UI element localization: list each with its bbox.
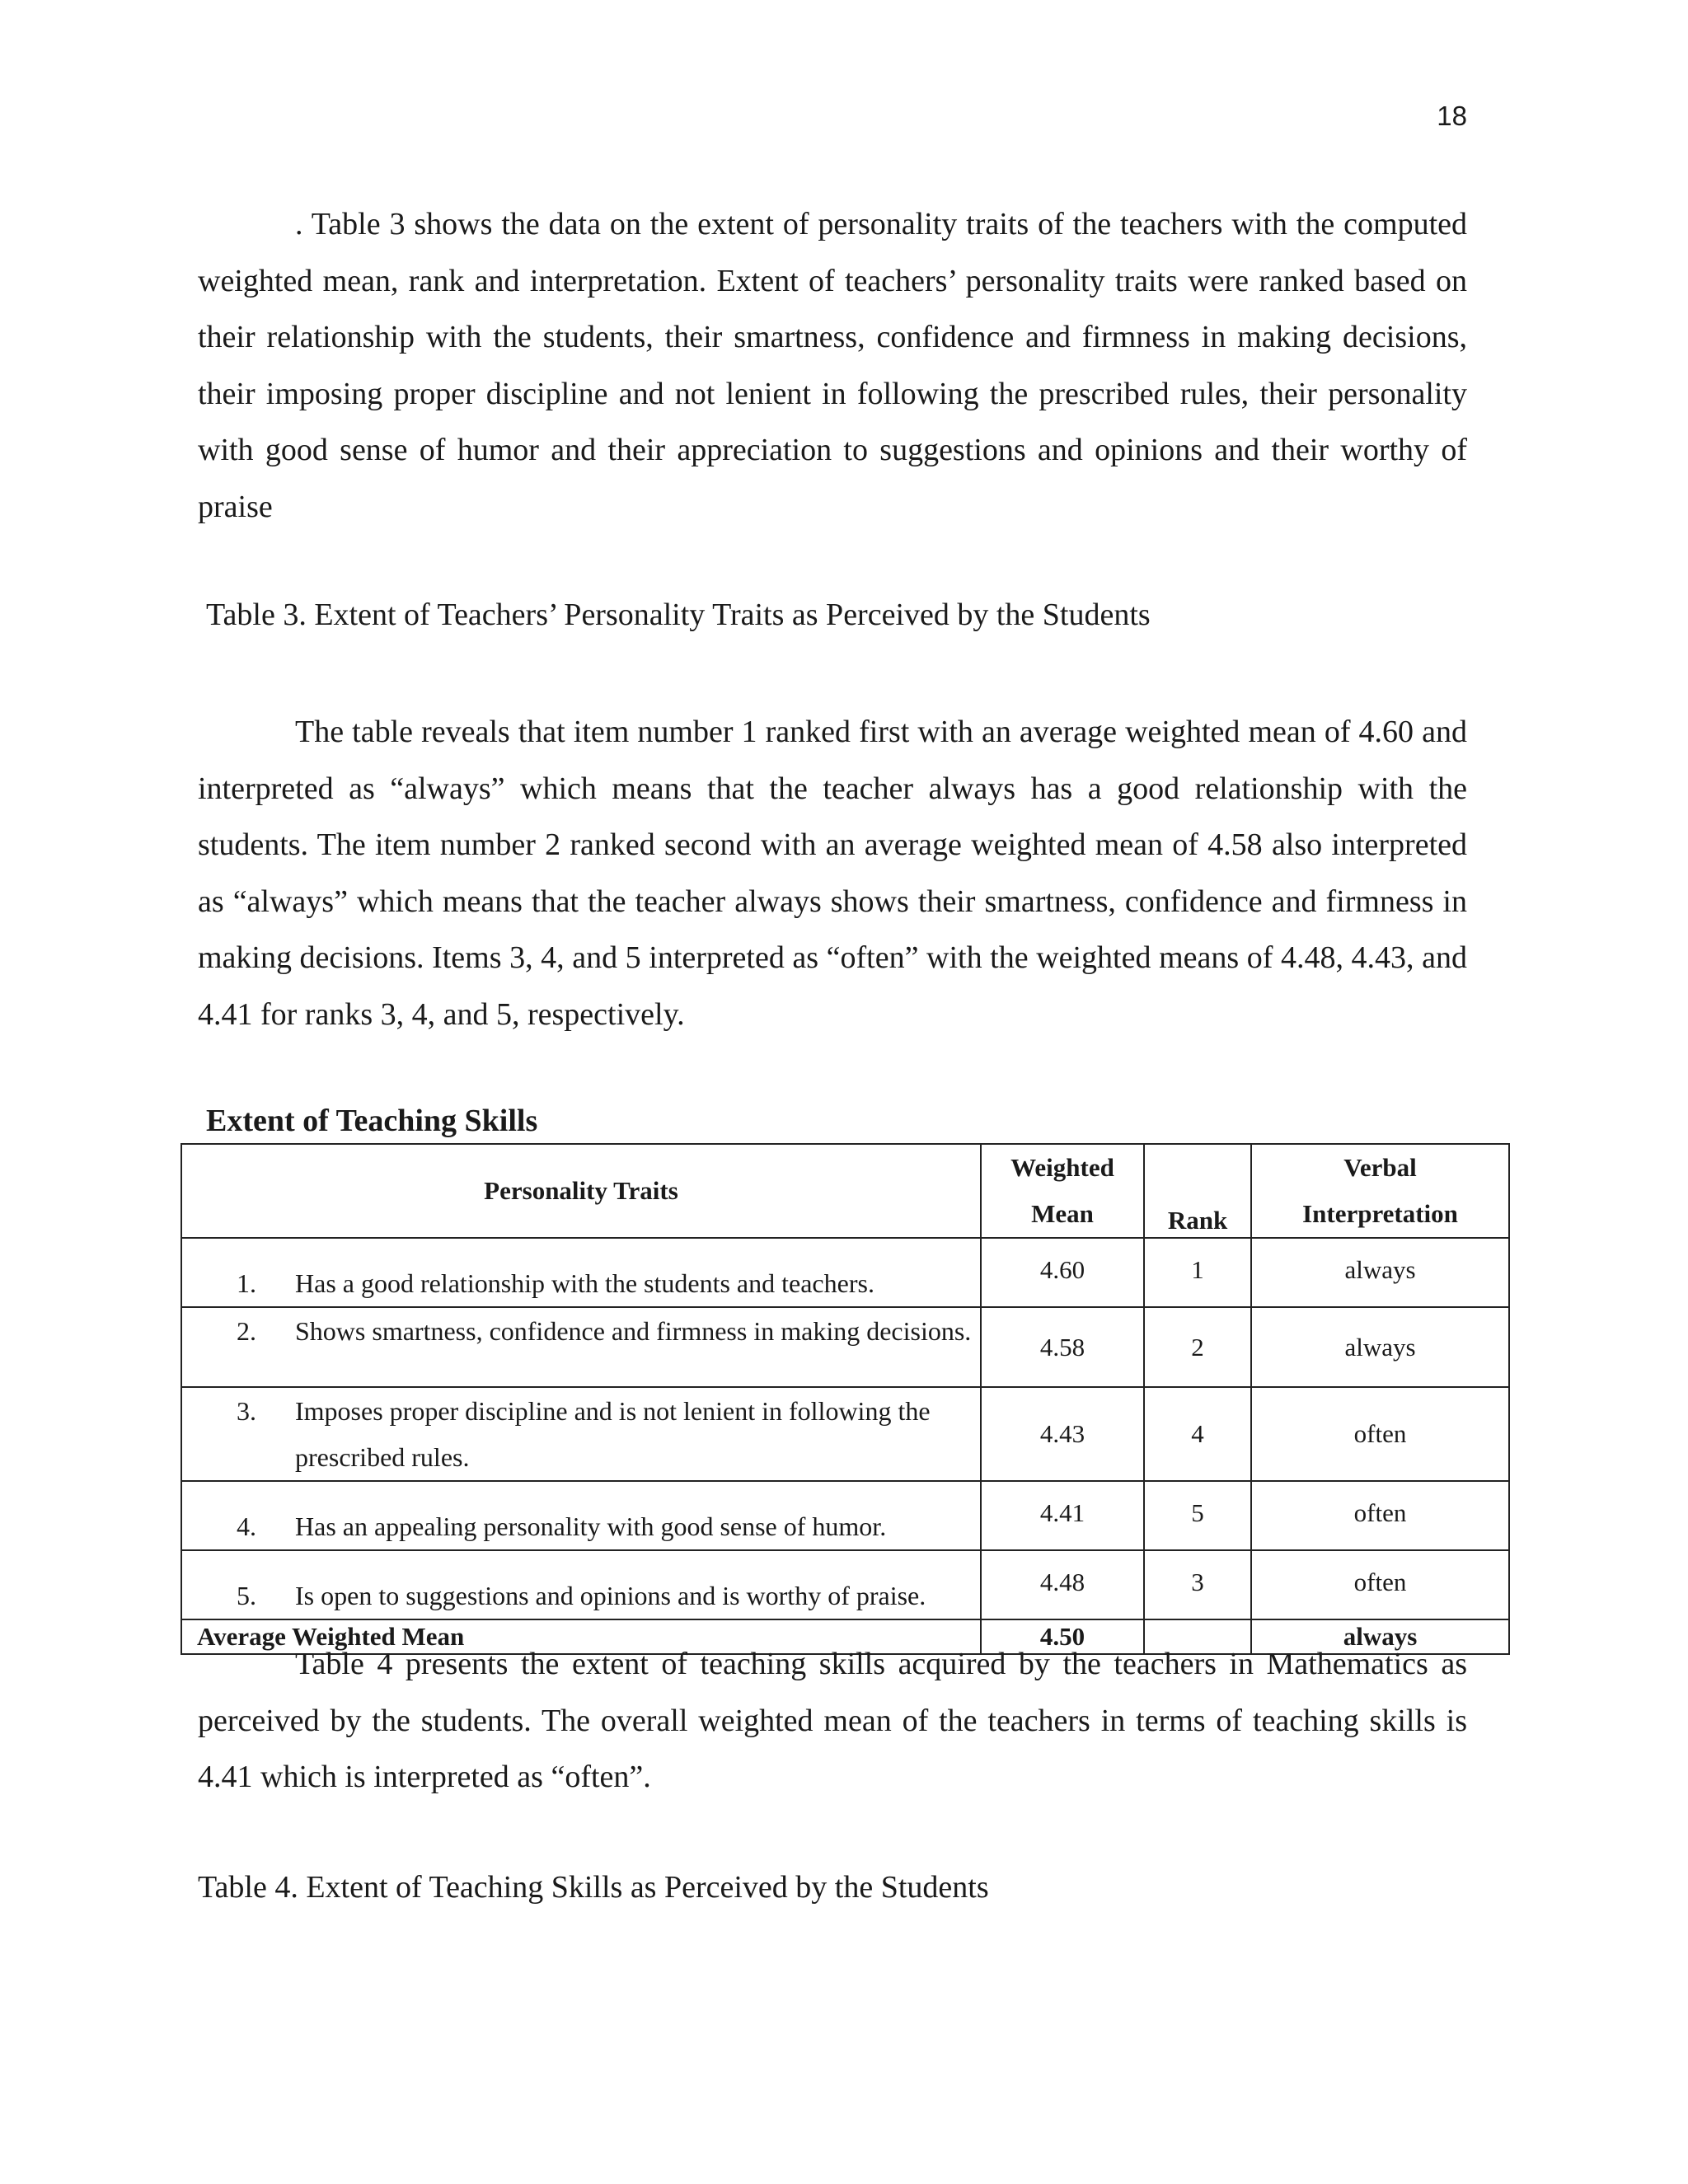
interpretation-cell: often: [1251, 1550, 1509, 1619]
interpretation-cell: always: [1251, 1238, 1509, 1307]
intro-paragraph-text: . Table 3 shows the data on the extent of personality traits of the teachers with the computed weighted mean, rank and interpretation. Extent of teachers’ personality traits were ranked based on their relationship with the students, their smartness, confidence and firmness in making decisions, their imposing proper discipline and not lenient in following the prescribed rules, their personality with good sense of humor and their appreciation to suggestions and opinions and their worthy of praise: [198, 207, 1467, 524]
rank-cell: 1: [1144, 1238, 1251, 1307]
personality-traits-table: [181, 1143, 1510, 1655]
trait-number: 1.: [237, 1268, 256, 1298]
interpretation-cell: often: [1251, 1387, 1509, 1481]
trait-number: 4.: [237, 1511, 256, 1541]
header-rank: Rank: [1144, 1144, 1251, 1238]
header-weighted-mean-line1: Weighted: [1010, 1153, 1114, 1182]
table4-caption: Table 4. Extent of Teaching Skills as Perceived by the Students: [198, 1870, 989, 1905]
table-row: [181, 1307, 1509, 1387]
average-interpretation-cell: always: [1251, 1619, 1509, 1654]
trait-text: Imposes proper discipline and is not lenient in following the prescribed rules.: [295, 1396, 931, 1472]
table-header-row: [181, 1144, 1509, 1238]
table-row: [181, 1238, 1509, 1307]
header-verbal-interpretation-line2: Interpretation: [1302, 1199, 1458, 1228]
header-verbal-interpretation-line1: Verbal: [1343, 1153, 1417, 1182]
trait-text: Has an appealing personality with good sense of humor.: [295, 1511, 887, 1541]
header-weighted-mean: [981, 1144, 1144, 1238]
section-heading: Extent of Teaching Skills: [206, 1104, 538, 1138]
average-label: Average Weighted Mean: [181, 1619, 981, 1654]
header-personality-traits: Personality Traits: [181, 1144, 981, 1238]
trait-cell: [181, 1238, 981, 1307]
rank-cell: 3: [1144, 1550, 1251, 1619]
intro-paragraph: [198, 196, 1467, 535]
weighted-mean-cell: 4.58: [981, 1307, 1144, 1387]
table-row: [181, 1387, 1509, 1481]
findings-paragraph: [198, 704, 1467, 1043]
trait-text: Is open to suggestions and opinions and is worthy of praise.: [295, 1581, 926, 1610]
interpretation-cell: always: [1251, 1307, 1509, 1387]
trait-number: 2.: [237, 1316, 256, 1346]
trait-cell: [181, 1387, 981, 1481]
weighted-mean-cell: 4.43: [981, 1387, 1144, 1481]
trait-text: Shows smartness, confidence and firmness in making decisions.: [295, 1316, 972, 1346]
rank-cell: 2: [1144, 1307, 1251, 1387]
trait-number: 3.: [237, 1396, 256, 1426]
table4-intro-paragraph: [198, 1636, 1467, 1806]
trait-cell: [181, 1550, 981, 1619]
rank-cell: 4: [1144, 1387, 1251, 1481]
weighted-mean-cell: 4.48: [981, 1550, 1144, 1619]
header-weighted-mean-line2: Mean: [1031, 1199, 1094, 1228]
table-row: [181, 1481, 1509, 1550]
average-mean-cell: 4.50: [981, 1619, 1144, 1654]
trait-number: 5.: [237, 1581, 256, 1610]
interpretation-cell: often: [1251, 1481, 1509, 1550]
findings-paragraph-text: The table reveals that item number 1 ranked first with an average weighted mean of 4.60 and interpreted as “always” which means that the teacher always has a good relationship with the students. The item number 2 ranked second with an average weighted mean of 4.58 also interpreted as “always” which means that the teacher always shows their smartness, confidence and firmness in making decisions. Items 3, 4, and 5 interpreted as “often” with the weighted means of 4.48, 4.43, and 4.41 for ranks 3, 4, and 5, respectively.: [198, 715, 1467, 1032]
page-number: 18: [1437, 101, 1467, 131]
table3-caption: Table 3. Extent of Teachers’ Personality Traits as Perceived by the Students: [206, 598, 1151, 632]
rank-cell: 5: [1144, 1481, 1251, 1550]
trait-text: Has a good relationship with the students and teachers.: [295, 1268, 874, 1298]
weighted-mean-cell: 4.60: [981, 1238, 1144, 1307]
trait-cell: [181, 1481, 981, 1550]
trait-cell: [181, 1307, 981, 1387]
table-row: [181, 1550, 1509, 1619]
header-verbal-interpretation: [1251, 1144, 1509, 1238]
table4-intro-paragraph-text: Table 4 presents the extent of teaching skills acquired by the teachers in Mathematics as perceived by the students. The overall weighted mean of the teachers in terms of teaching skills is 4.41 which is interpreted as “often”.: [198, 1647, 1467, 1794]
weighted-mean-cell: 4.41: [981, 1481, 1144, 1550]
